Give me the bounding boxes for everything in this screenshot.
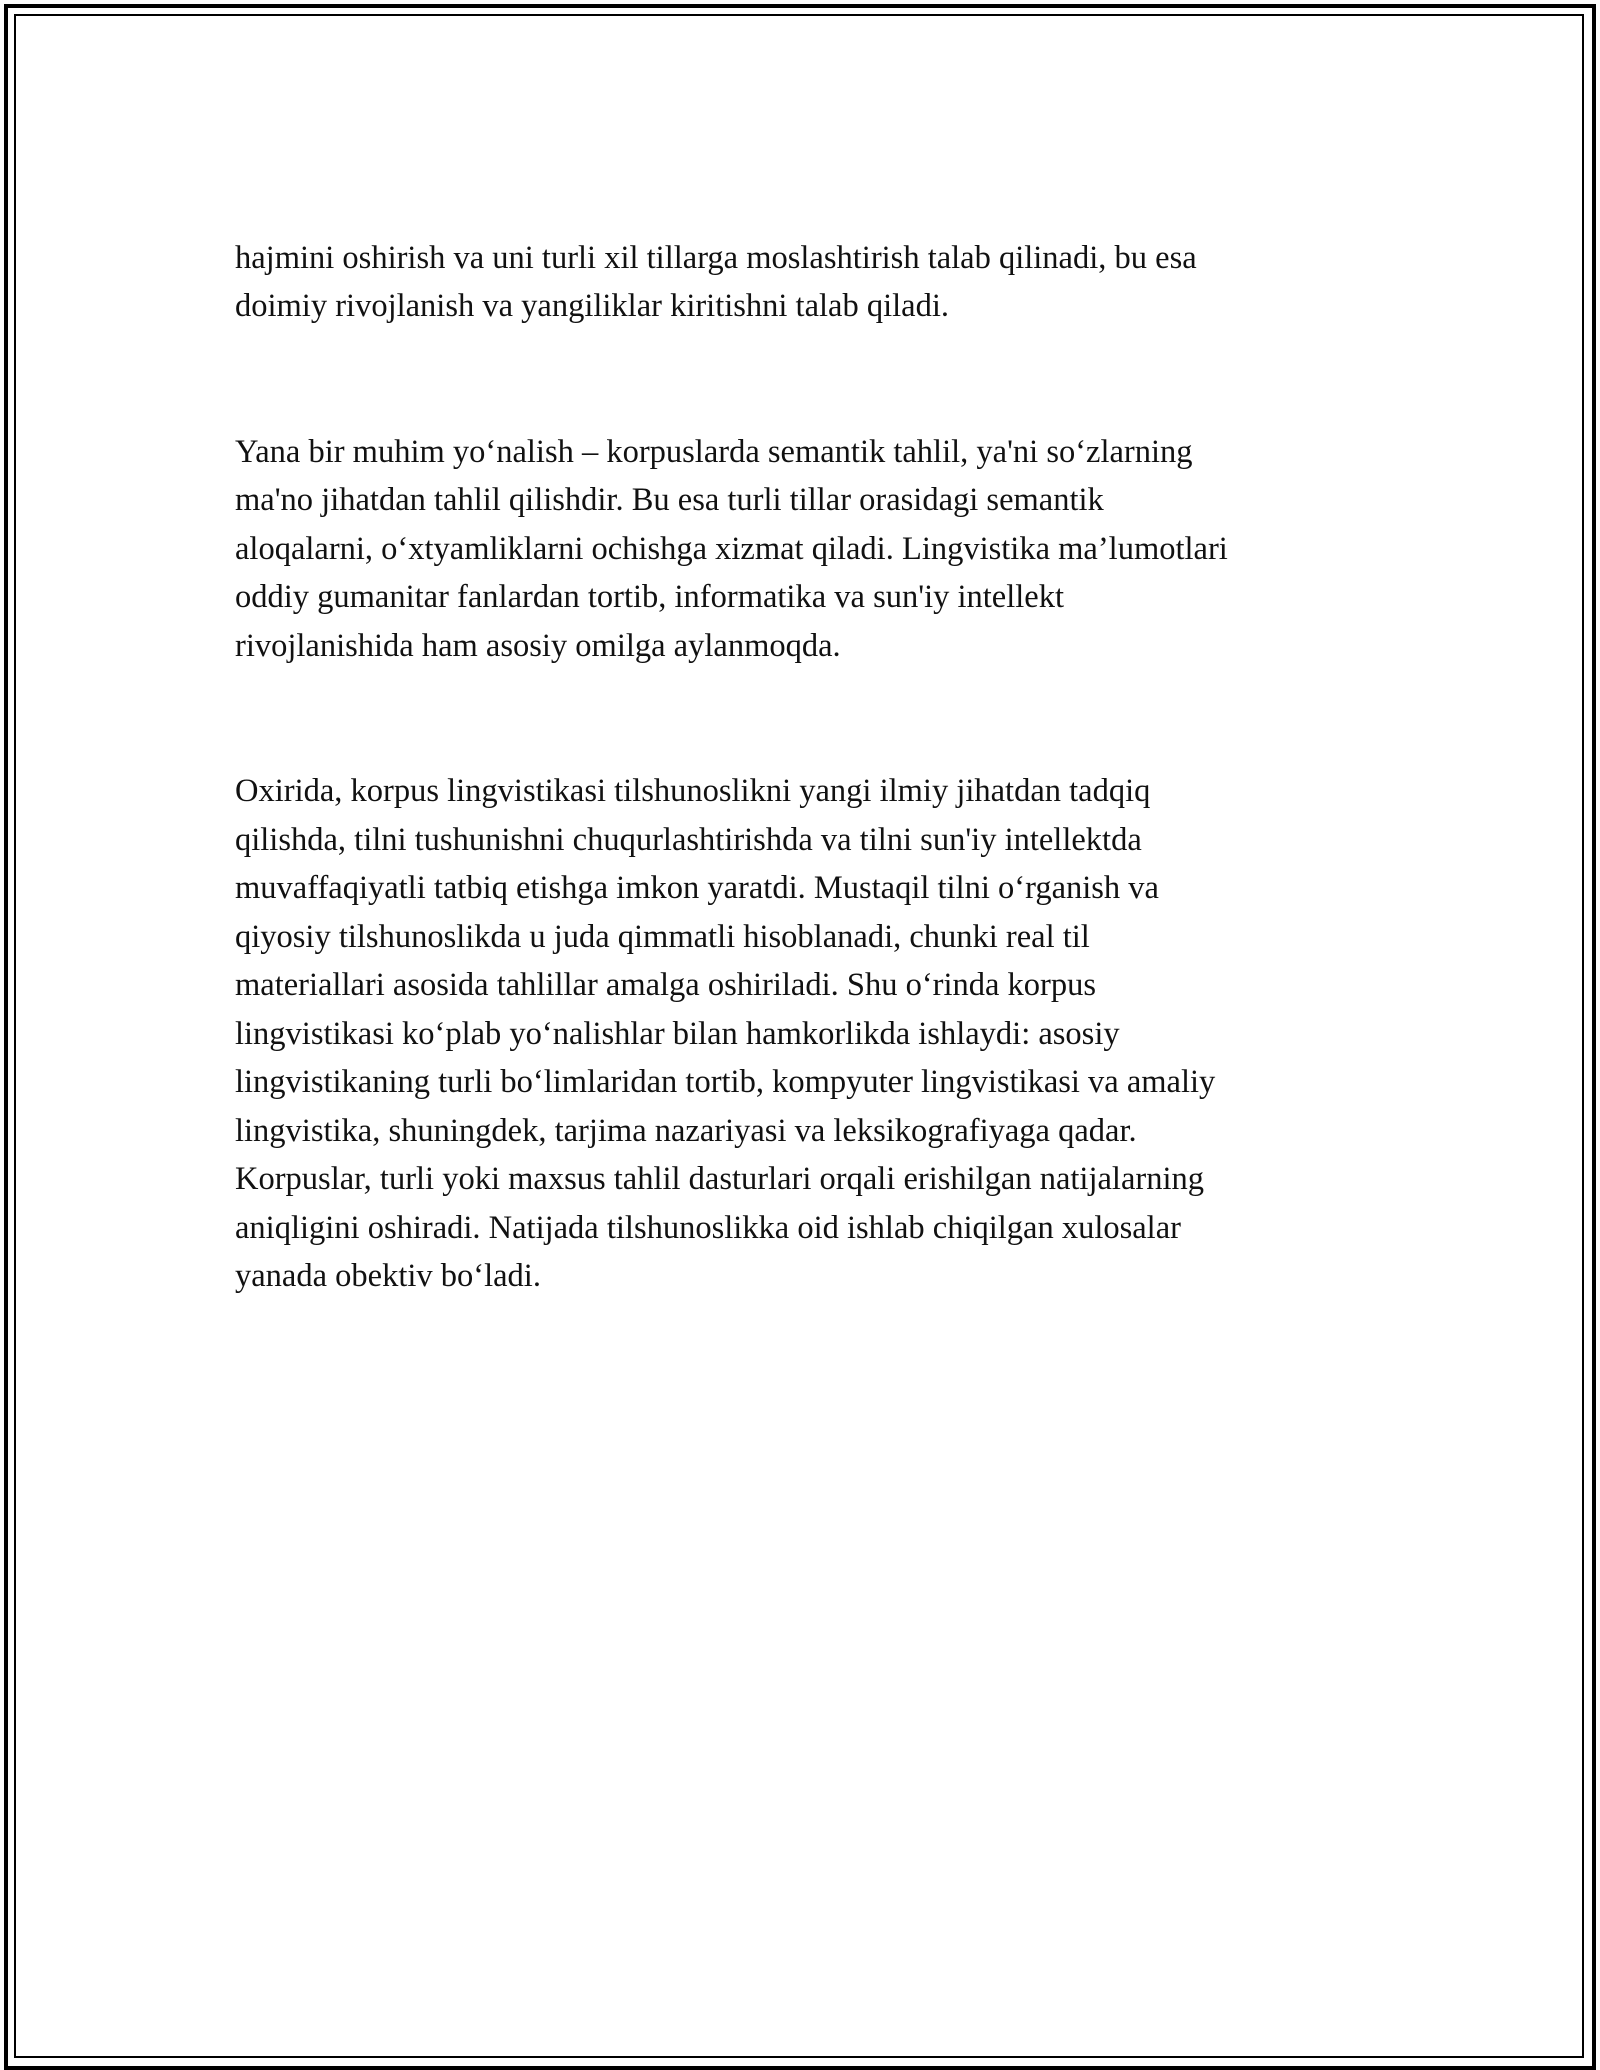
paragraph-3: Oxirida, korpus lingvistikasi tilshunoslikni yangi ilmiy jihatdan tadqiq qilishda, tilni tushunishni chuqurlashtirishda va tilni sun'iy intellektda muvaffaqiyatli tatbiq etishga imkon yaratdi. Mustaqil tilni o‘rganish va qiyosiy tilshunoslikda u juda qimmatli hisoblanadi, chunki real til materiallari asosida tahlillar amalga oshiriladi. Shu o‘rinda korpus lingvistikasi ko‘plab yo‘nalishlar bilan hamkorlikda ishlaydi: asosiy lingvistikaning turli bo‘limlaridan tortib, kompyuter lingvistikasi va amaliy lingvistika, shuningdek, tarjima nazariyasi va leksikografiyaga qadar. Korpuslar, turli yoki maxsus tahlil dasturlari orqali erishilgan natijalarning aniqligini oshiradi. Natijada tilshunoslikka oid ishlab chiqilgan xulosalar yanada obektiv bo‘ladi. [235,773,1216,1294]
paragraph-1: hajmini oshirish va uni turli xil tillarga moslashtirish talab qilinadi, bu esa doimiy rivojlanish va yangiliklar kiritishni talab qiladi. [235,239,1197,324]
document-body [235,185,1385,1398]
paragraph-2: Yana bir muhim yo‘nalish – korpuslarda semantik tahlil, ya'ni so‘zlarning ma'no jihatdan tahlil qilishdir. Bu esa turli tillar orasidagi semantik aloqalarni, o‘xtyamliklarni ochishga xizmat qiladi. Lingvistika ma’lumotlari oddiy gumanitar fanlardan tortib, informatika va sun'iy intellekt rivojlanishida ham asosiy omilga aylanmoqda. [235,433,1228,664]
